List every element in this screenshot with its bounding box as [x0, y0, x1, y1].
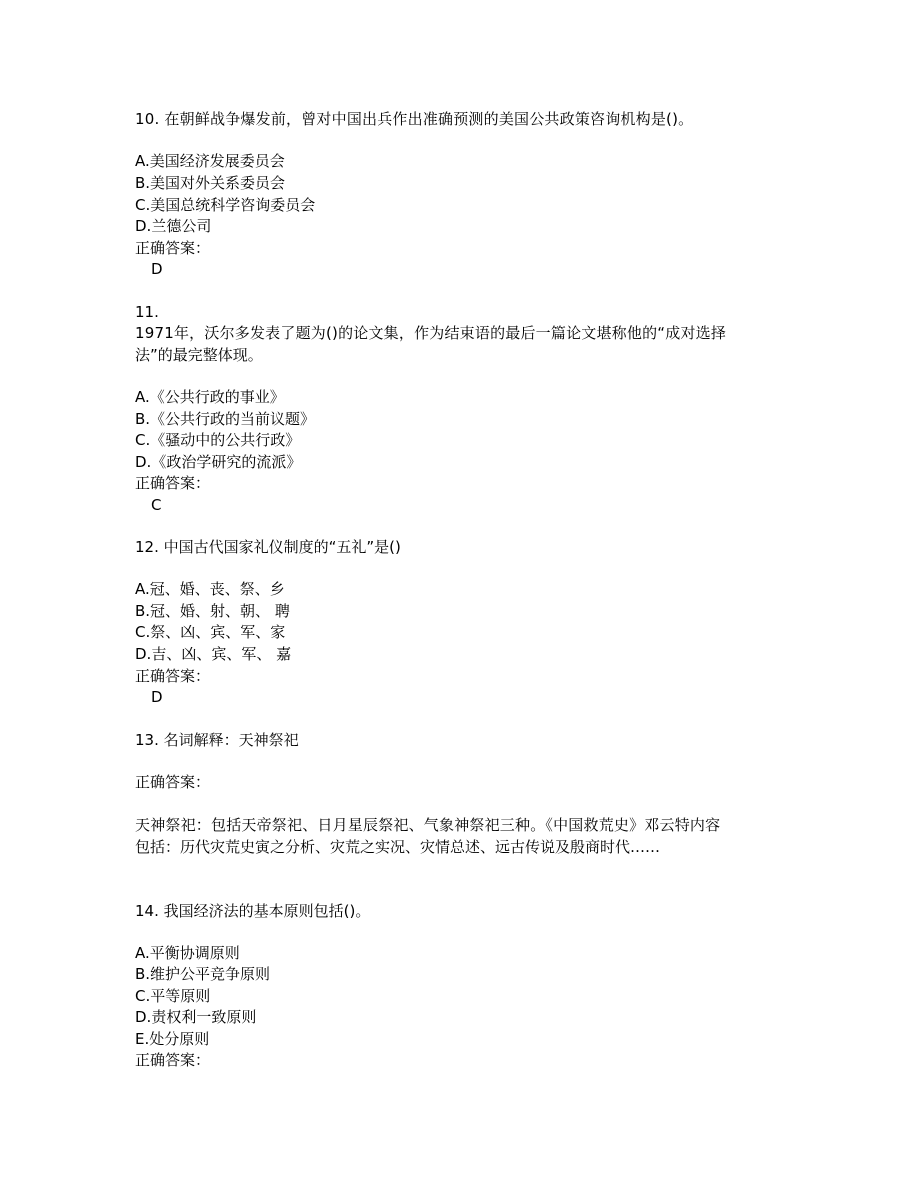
question-14-answer-label: 正确答案： — [135, 1051, 211, 1069]
question-10-stem: 10. 在朝鲜战争爆发前，曾对中国出兵作出准确预测的美国公共政策咨询机构是()。 — [135, 110, 694, 128]
question-10-answer-label: 正确答案： — [135, 239, 211, 257]
question-10-option-a: A.美国经济发展委员会 — [135, 152, 285, 170]
question-14-option-b: B.维护公平竞争原则 — [135, 965, 271, 983]
question-11-stem-line-2: 法”的最完整体现。 — [135, 346, 263, 364]
question-10-answer: D — [151, 260, 163, 278]
question-14-option-c: C.平等原则 — [135, 987, 211, 1005]
question-13-answer-label: 正确答案： — [135, 773, 211, 791]
question-10-option-d: D.兰德公司 — [135, 217, 212, 235]
question-14-stem: 14. 我国经济法的基本原则包括()。 — [135, 902, 371, 920]
question-12-option-a: A.冠、婚、丧、祭、乡 — [135, 580, 285, 598]
question-10-option-b: B.美国对外关系委员会 — [135, 174, 286, 192]
question-13-answer-line-2: 包括：历代灾荒史寅之分析、灾荒之实况、灾情总述、远古传说及殷商时代…… — [135, 838, 661, 856]
question-11-option-a: A.《公共行政的事业》 — [135, 388, 285, 406]
question-13-answer-line-1: 天神祭祀：包括天帝祭祀、日月星辰祭祀、气象神祭祀三种。《中国救荒史》邓云特内容 — [135, 816, 721, 834]
question-11-answer: C — [151, 496, 162, 514]
question-12-answer-label: 正确答案： — [135, 667, 211, 685]
question-11-option-b: B.《公共行政的当前议题》 — [135, 410, 316, 428]
question-12-option-d: D.吉、凶、宾、军、 嘉 — [135, 645, 292, 663]
question-14-option-a: A.平衡协调原则 — [135, 944, 240, 962]
question-11-option-d: D.《政治学研究的流派》 — [135, 453, 302, 471]
question-12-option-b: B.冠、婚、射、朝、 聘 — [135, 602, 290, 620]
question-11-answer-label: 正确答案： — [135, 474, 211, 492]
question-11-number: 11. — [135, 303, 159, 321]
question-14-option-e: E.处分原则 — [135, 1030, 210, 1048]
question-13-stem: 13. 名词解释：天神祭祀 — [135, 731, 299, 749]
question-14-option-d: D.责权利一致原则 — [135, 1008, 257, 1026]
question-12-answer: D — [151, 688, 163, 706]
question-12-option-c: C.祭、凶、宾、军、家 — [135, 623, 286, 641]
question-12-stem: 12. 中国古代国家礼仪制度的“五礼”是() — [135, 538, 401, 556]
question-11-option-c: C.《骚动中的公共行政》 — [135, 431, 301, 449]
question-11-stem-line-1: 1971年，沃尔多发表了题为()的论文集，作为结束语的最后一篇论文堪称他的“成对选择 — [135, 324, 727, 342]
question-10-option-c: C.美国总统科学咨询委员会 — [135, 196, 316, 214]
